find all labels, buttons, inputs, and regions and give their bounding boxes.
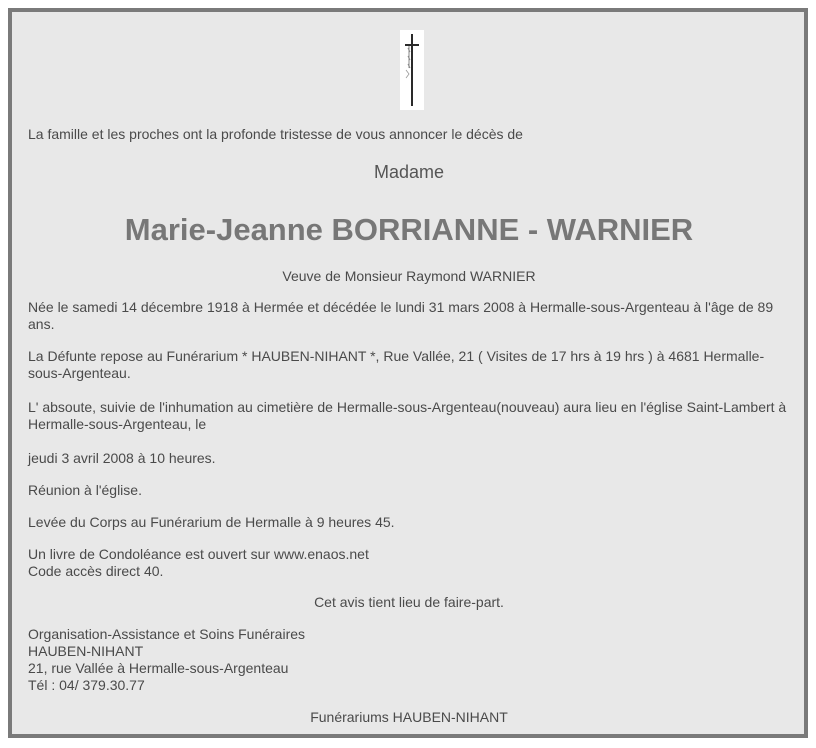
- condolence-block: [28, 546, 790, 580]
- signature-text: Funérariums HAUBEN-NIHANT: [310, 709, 508, 725]
- crucifix-image: [400, 30, 424, 110]
- salutation: Madame: [373, 162, 445, 182]
- body-lift-text: Levée du Corps au Funérarium de Hermalle à 9 heures 45.: [28, 514, 395, 530]
- meeting-text: Réunion à l'église.: [28, 482, 142, 498]
- deceased-name: Marie-Jeanne BORRIANNE - WARNIER: [124, 212, 694, 247]
- intro-text: La famille et les proches ont la profonde tristesse de vous annoncer le décès de: [28, 126, 523, 142]
- organisation-block: [28, 626, 790, 694]
- organisation-address: 21, rue Vallée à Hermalle-sous-Argenteau: [28, 660, 289, 676]
- widow-of-text: Veuve de Monsieur Raymond WARNIER: [282, 268, 536, 284]
- crucifix-icon: [400, 30, 424, 110]
- absolution-text: L' absoute, suivie de l'inhumation au cimetière de Hermalle-sous-Argenteau(nouveau) aura lieu en l'église Saint-Lambert à Hermalle-sous-Argenteau, le: [28, 399, 787, 432]
- organisation-phone: Tél : 04/ 379.30.77: [28, 677, 145, 693]
- access-code-line: Code accès direct 40.: [28, 563, 164, 579]
- condolence-line: Un livre de Condoléance est ouvert sur www.enaos.net: [28, 546, 369, 562]
- organisation-name: HAUBEN-NIHANT: [28, 643, 144, 659]
- birth-death-text: Née le samedi 14 décembre 1918 à Hermée et décédée le lundi 31 mars 2008 à Hermalle-sous-Argenteau à l'âge de 89 ans.: [28, 299, 774, 332]
- organisation-line: Organisation-Assistance et Soins Funéraires: [28, 626, 306, 642]
- rest-place-text: La Défunte repose au Funérarium * HAUBEN-NIHANT *, Rue Vallée, 21 ( Visites de 17 hrs à 19 hrs ) à 4681 Hermalle-sous-Argenteau.: [28, 348, 765, 381]
- obituary-frame: [8, 8, 808, 738]
- ceremony-date: jeudi 3 avril 2008 à 10 heures.: [28, 450, 216, 466]
- announcement-text: Cet avis tient lieu de faire-part.: [314, 594, 504, 610]
